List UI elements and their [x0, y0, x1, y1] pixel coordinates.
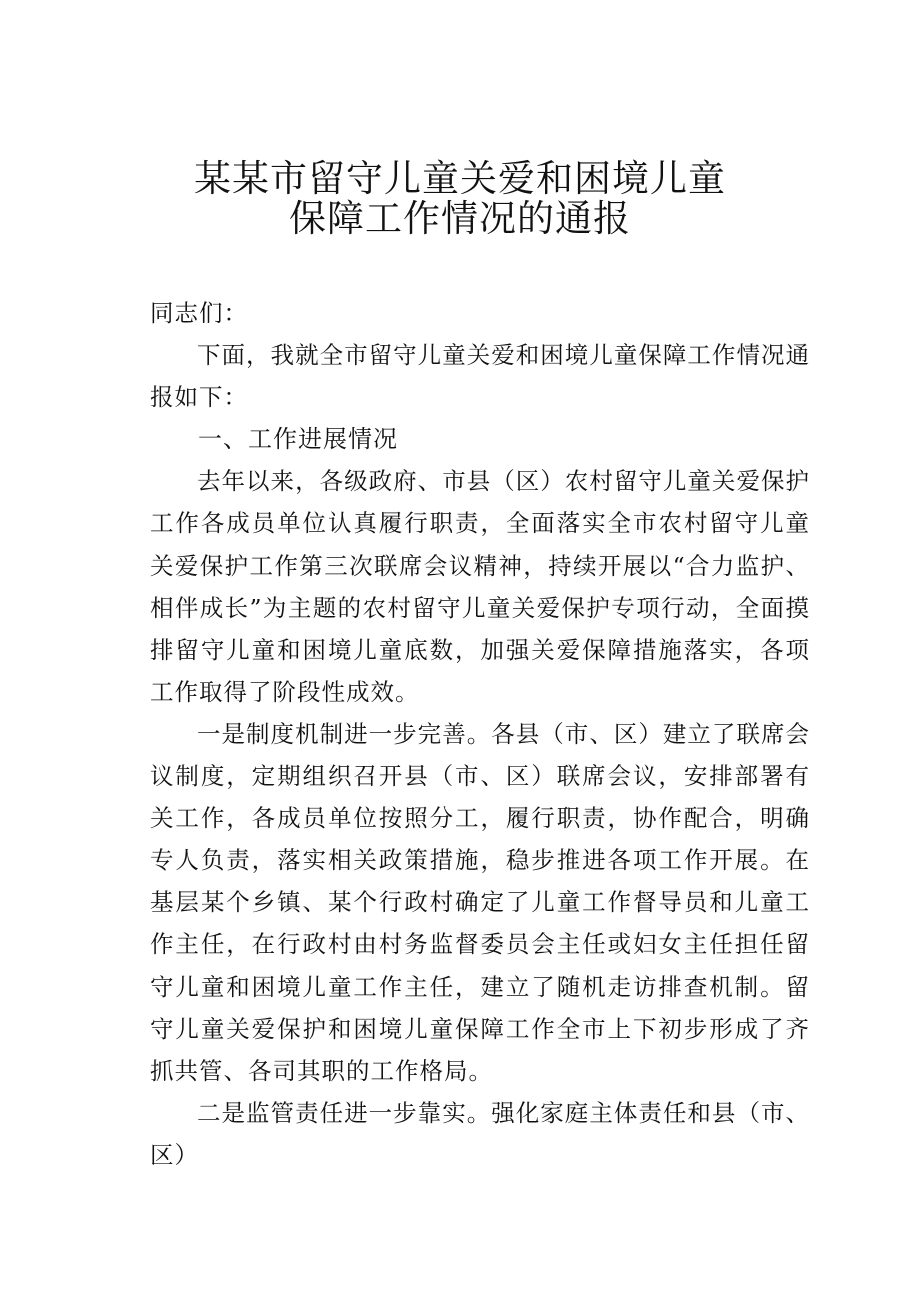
body-paragraph: 一是制度机制进一步完善。各县（市、区）建立了联席会议制度，定期组织召开县（市、区）联席会议，安排部署有关工作，各成员单位按照分工，履行职责，协作配合，明确专人负责，落实相关政策措施，稳步推进各项工作开展。在基层某个乡镇、某个行政村确定了儿童工作督导员和儿童工作主任，在行政村由村务监督委员会主任或妇女主任担任留守儿童和困境儿童工作主任，建立了随机走访排查机制。留守儿童关爱保护和困境儿童保障工作全市上下初步形成了齐抓共管、各司其职的工作格局。: [150, 719, 810, 1085]
intro-paragraph: 下面，我就全市留守儿童关爱和困境儿童保障工作情况通报如下：: [150, 341, 810, 412]
document-body: [150, 292, 810, 1176]
body-paragraph: 去年以来，各级政府、市县（区）农村留守儿童关爱保护工作各成员单位认真履行职责，全面落实全市农村留守儿童关爱保护工作第三次联席会议精神，持续开展以“合力监护、相伴成长”为主题的农村留守儿童关爱保护专项行动，全面摸排留守儿童和困境儿童底数，加强关爱保障措施落实，各项工作取得了阶段性成效。: [150, 467, 810, 706]
salutation: 同志们：: [150, 299, 248, 327]
body-paragraph: 二是监管责任进一步靠实。强化家庭主体责任和县（市、区）: [150, 1098, 810, 1169]
document-title-line-1: 某某市留守儿童关爱和困境儿童: [194, 157, 726, 200]
section-heading: 一、工作进展情况: [198, 425, 398, 454]
document-title-line-2: 保障工作情况的通报: [289, 197, 631, 240]
